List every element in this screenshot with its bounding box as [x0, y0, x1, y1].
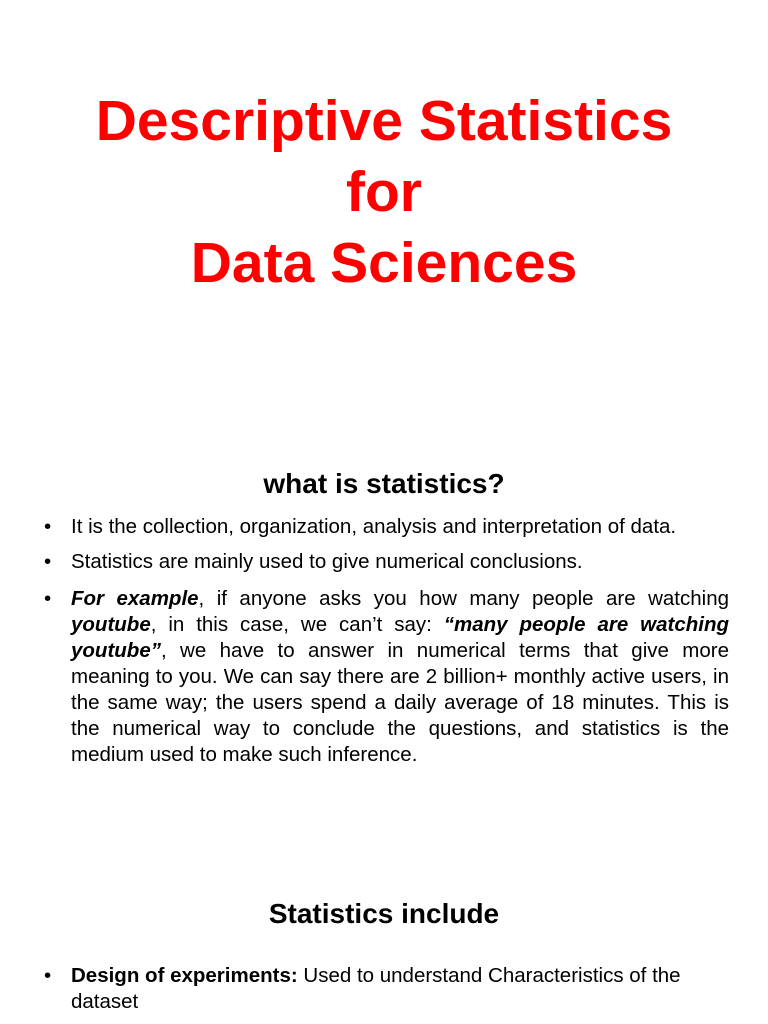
bullet-icon: •: [44, 964, 52, 987]
emphasis-for-example: For example: [71, 587, 199, 610]
list-item-text: Used to understand Characteristics of the dataset: [71, 964, 681, 1013]
emphasis-youtube: youtube: [71, 613, 151, 636]
list-item: [0, 549, 729, 575]
list-item: [0, 514, 729, 540]
title-line-3: Data Sciences: [190, 231, 578, 295]
title-line-2: for: [346, 160, 422, 224]
statistics-include-list: [0, 963, 729, 1015]
section-heading-statistics-include: Statistics include: [268, 898, 500, 929]
section-heading-what-is-statistics: what is statistics?: [263, 468, 505, 499]
list-item: [0, 963, 729, 1015]
bullet-icon: •: [44, 515, 52, 538]
bullet-icon: •: [44, 587, 52, 610]
list-item-text: , in this case, we can’t say:: [150, 613, 444, 636]
document-title: [0, 86, 768, 299]
list-item: [0, 586, 729, 768]
list-item-text: It is the collection, organization, analysis and interpretation of data.: [71, 515, 677, 538]
list-item-text: , if anyone asks you how many people are watching: [198, 587, 729, 610]
list-item-text: , we have to answer in numerical terms that give more meaning to you. We can say there are 2 billion+ monthly active users, in the same way; the users spend a daily average of 18 minutes. This is the numerical way to conclude the questions, and statistics is the medium used to make such inference.: [71, 639, 729, 766]
list-item-term: Design of experiments:: [71, 964, 298, 987]
emphasis-quote: “many people are watching youtube”: [71, 613, 729, 662]
title-line-1: Descriptive Statistics: [95, 89, 673, 153]
bullet-icon: •: [44, 550, 52, 573]
what-is-statistics-list: [0, 514, 729, 768]
list-item-text: Statistics are mainly used to give numerical conclusions.: [71, 550, 583, 573]
